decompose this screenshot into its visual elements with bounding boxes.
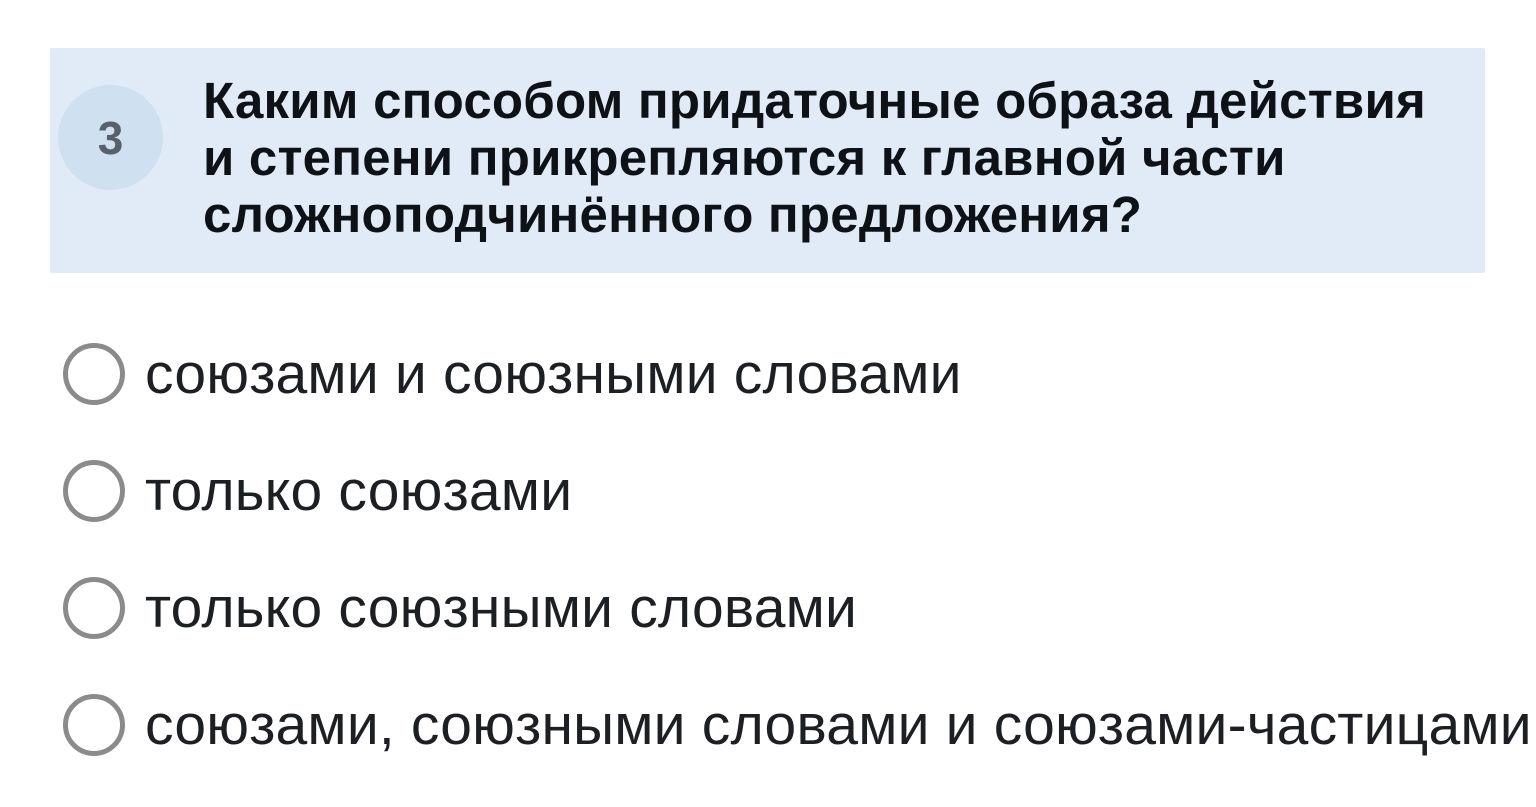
question-card [50, 48, 1485, 273]
options-list [63, 343, 1532, 756]
question-text: Каким способом придаточные образа действия и степени прикрепляются к главной части сложноподчинённого предложения? [203, 72, 1426, 243]
option-label: только союзами [145, 459, 573, 523]
radio-button-unselected[interactable] [63, 694, 125, 756]
option-row-1[interactable] [63, 343, 1532, 405]
option-row-3[interactable] [63, 577, 1532, 639]
option-label: союзами и союзными словами [145, 342, 962, 406]
question-number-badge [58, 85, 163, 190]
radio-button-unselected[interactable] [63, 343, 125, 405]
option-row-4[interactable] [63, 694, 1532, 756]
option-label: союзами, союзными словами и союзами-частицами [145, 693, 1532, 757]
radio-button-unselected[interactable] [63, 577, 125, 639]
radio-button-unselected[interactable] [63, 460, 125, 522]
question-number: 3 [97, 111, 124, 164]
option-row-2[interactable] [63, 460, 1532, 522]
option-label: только союзными словами [145, 576, 858, 640]
